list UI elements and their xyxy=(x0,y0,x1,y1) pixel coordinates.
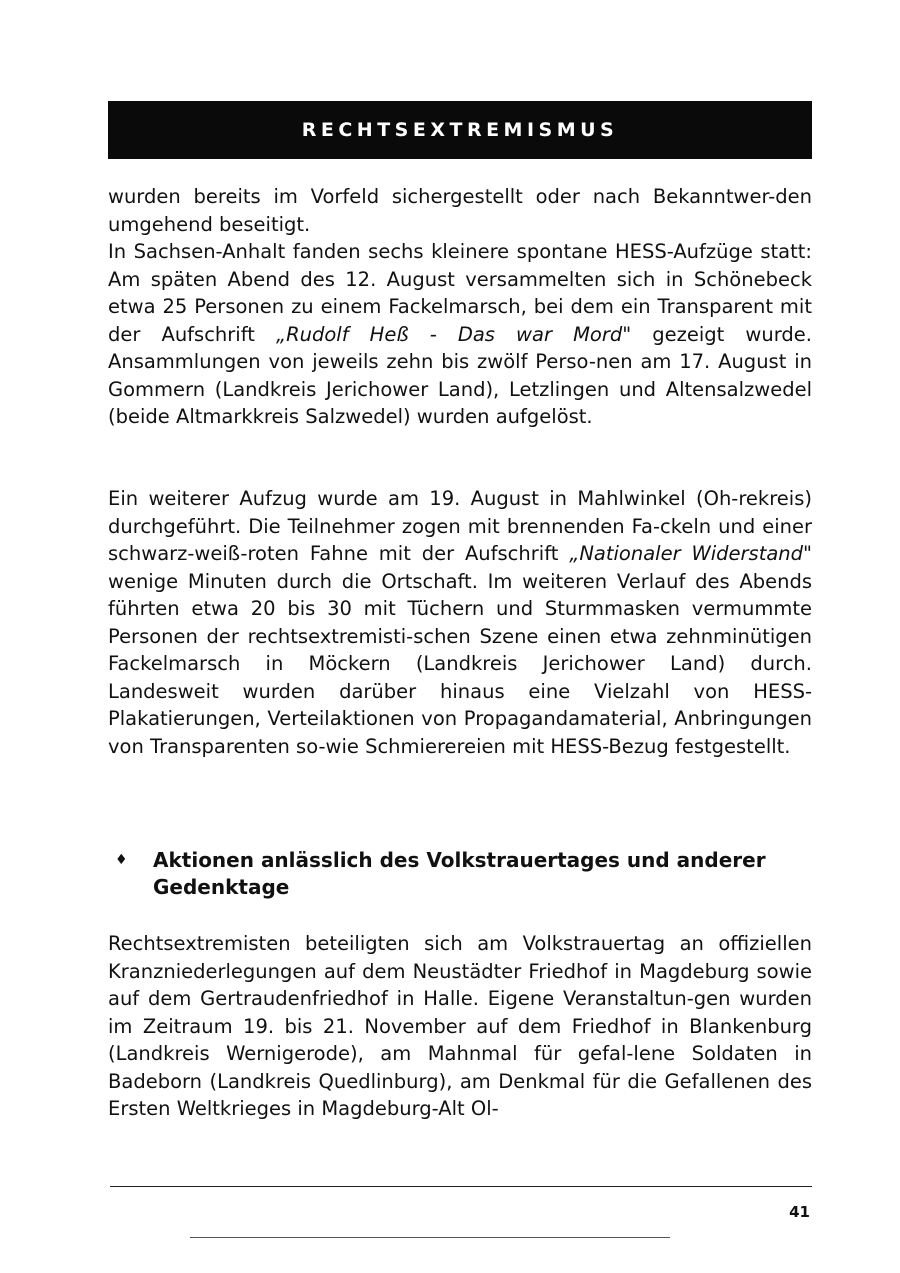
paragraph-2-quote: „Nationaler Widerstand" xyxy=(569,542,812,565)
page-header-title: RECHTSEXTREMISMUS xyxy=(301,119,619,141)
paragraph-2-text-post: wenige Minuten durch die Ortschaft. Im weiteren Verlauf des Abends führten etwa 20 bis 30 mit Tüchern und Sturmmasken vermummte Personen der rechtsextremisti-schen Szene einen etwa zehnminütigen Fackelmarsch in Möckern (Landkreis Jerichower Land) durch. Landesweit wurden darüber hinaus eine Vielzahl von HESS-Plakatierungen, Verteilaktionen von Propagandamaterial, Anbringungen von Transparenten so-wie Schmierereien mit HESS-Bezug festgestellt. xyxy=(108,569,812,758)
paragraph-1-text-post: gezeigt wurde. Ansammlungen von jeweils zehn bis zwölf Perso-nen am 17. August in Gommern (Landkreis Jerichower Land), Letzlingen und Altensalzwedel (beide Altmarkkreis Salzwedel) wurden aufgelöst. xyxy=(108,322,812,428)
section-heading-text: Aktionen anlässlich des Volkstrauertages und anderer Gedenktage xyxy=(153,848,766,899)
paragraph-1-quote: „Rudolf Heß - Das war Mord" xyxy=(275,322,632,346)
paragraph-1-text-pre: In Sachsen-Anhalt fanden sechs kleinere spontane HESS-Aufzüge statt: Am späten Abend des 12. August versammelten sich in Schönebeck etwa 25 Personen zu einem Fackelmarsch, bei dem ein Transparent mit der Aufschrift xyxy=(108,240,812,346)
section-heading xyxy=(115,847,815,901)
paragraph-2 xyxy=(108,485,812,760)
page-number: 41 xyxy=(789,1203,810,1221)
bottom-divider xyxy=(190,1237,670,1238)
paragraph-2-text-pre: Ein weiterer Aufzug wurde am 19. August in Mahlwinkel (Oh-rekreis) durchgeführt. Die Teilnehmer zogen mit brennenden Fa-ckeln und einer schwarz-weiß-roten Fahne mit der Aufschrift xyxy=(108,487,812,565)
paragraph-1-body xyxy=(108,238,812,431)
paragraph-3-body: Rechtsextremisten beteiligten sich am Volkstrauertag an offiziellen Kranzniederlegungen auf dem Neustädter Friedhof in Magdeburg sowie auf dem Gertraudenfriedhof in Halle. Eigene Veranstaltun-gen wurden im Zeitraum 19. bis 21. November auf dem Friedhof in Blankenburg (Landkreis Wernigerode), am Mahnmal für gefal-lene Soldaten in Badeborn (Landkreis Quedlinburg), am Denkmal für die Gefallenen des Ersten Weltkrieges in Magdeburg-Alt Ol- xyxy=(108,932,812,1120)
paragraph-1-line-1: wurden bereits im Vorfeld sichergestellt oder nach Bekanntwer-den umgehend beseitigt. xyxy=(108,185,812,236)
diamond-bullet-icon: ♦ xyxy=(115,852,128,868)
paragraph-3 xyxy=(108,930,812,1123)
page-header-bar xyxy=(108,101,812,159)
paragraph-2-body xyxy=(108,485,812,760)
paragraph-1 xyxy=(108,183,812,431)
footer-divider xyxy=(110,1186,812,1187)
